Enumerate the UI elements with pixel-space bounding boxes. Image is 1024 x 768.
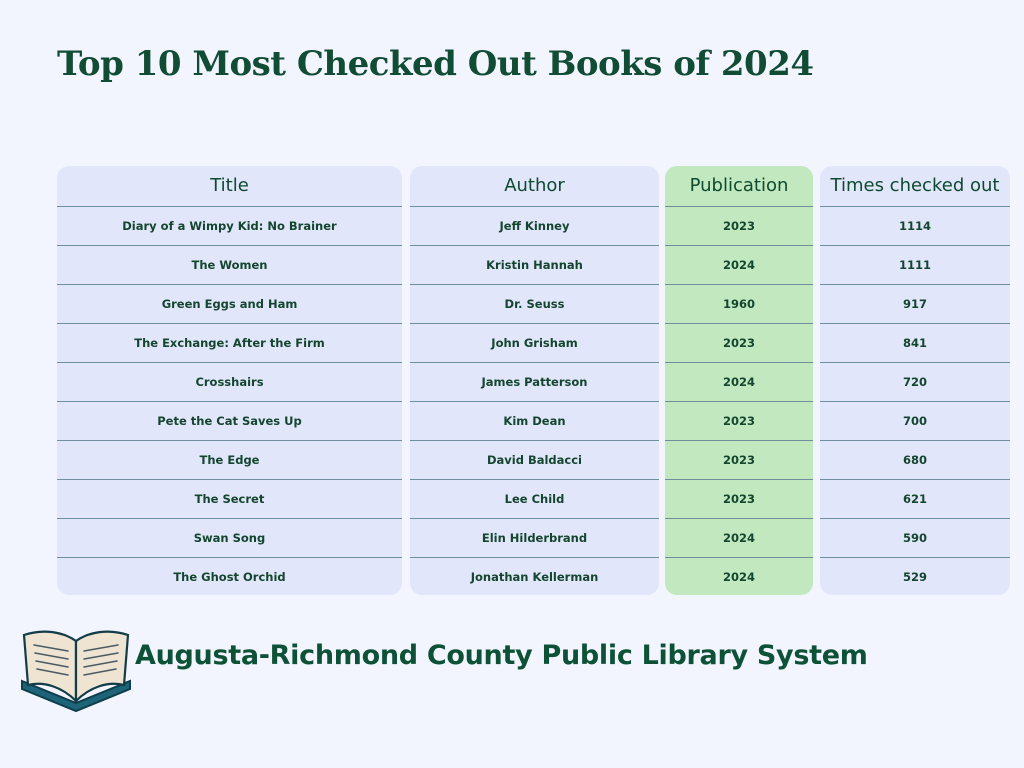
table-cell: Pete the Cat Saves Up <box>57 402 402 441</box>
column-header: Title <box>57 166 402 207</box>
table-cell: Jonathan Kellerman <box>470 570 599 584</box>
chart-title: Top 10 Most Checked Out Books of 2024 <box>57 44 814 84</box>
table-cell: The Edge <box>57 441 402 480</box>
open-book-icon <box>18 623 134 715</box>
table-cell: 2023 <box>665 207 813 246</box>
table-cell: Elin Hilderbrand <box>410 519 659 558</box>
table-cell: 1114 <box>820 207 1010 246</box>
table-cell: 841 <box>820 324 1010 363</box>
table-cell: Dr. Seuss <box>410 285 659 324</box>
table-cell: 2023 <box>665 324 813 363</box>
table-cell: 720 <box>820 363 1010 402</box>
table-cell: James Patterson <box>410 363 659 402</box>
table-cell: 590 <box>820 519 1010 558</box>
table-cell: 2023 <box>665 402 813 441</box>
column-header: Author <box>410 166 659 207</box>
table-cell: The Ghost Orchid <box>173 570 286 584</box>
table-cell: 2024 <box>665 519 813 558</box>
table-cell: Diary of a Wimpy Kid: No Brainer <box>57 207 402 246</box>
table-cell: The Secret <box>57 480 402 519</box>
table-cell: 917 <box>820 285 1010 324</box>
table-cell: John Grisham <box>410 324 659 363</box>
table-cell: The Exchange: After the Firm <box>57 324 402 363</box>
table-cell: Jeff Kinney <box>410 207 659 246</box>
table-cell: David Baldacci <box>410 441 659 480</box>
table-cell: 2024 <box>722 570 755 584</box>
table-cell: Swan Song <box>57 519 402 558</box>
table-cell: Kim Dean <box>410 402 659 441</box>
column-author <box>410 166 659 595</box>
library-name: Augusta-Richmond County Public Library System <box>135 640 868 671</box>
column-times-checked-out <box>820 166 1010 595</box>
table-cell: 700 <box>820 402 1010 441</box>
table-cell: Lee Child <box>410 480 659 519</box>
column-header: Publication <box>665 166 813 207</box>
table-cell: 680 <box>820 441 1010 480</box>
table-cell: 1111 <box>820 246 1010 285</box>
column-title <box>57 166 402 595</box>
table-cell: Kristin Hannah <box>410 246 659 285</box>
table-cell: 2023 <box>665 480 813 519</box>
table-cell: 621 <box>820 480 1010 519</box>
table-cell: 529 <box>902 570 927 584</box>
table-cell: The Women <box>57 246 402 285</box>
table-cell: 2024 <box>665 363 813 402</box>
table-cell: Crosshairs <box>57 363 402 402</box>
column-header: Times checked out <box>820 166 1010 207</box>
table-cell: 2024 <box>665 246 813 285</box>
table-cell: Green Eggs and Ham <box>57 285 402 324</box>
table-cell: 2023 <box>665 441 813 480</box>
table-cell: 1960 <box>665 285 813 324</box>
column-publication <box>665 166 813 595</box>
